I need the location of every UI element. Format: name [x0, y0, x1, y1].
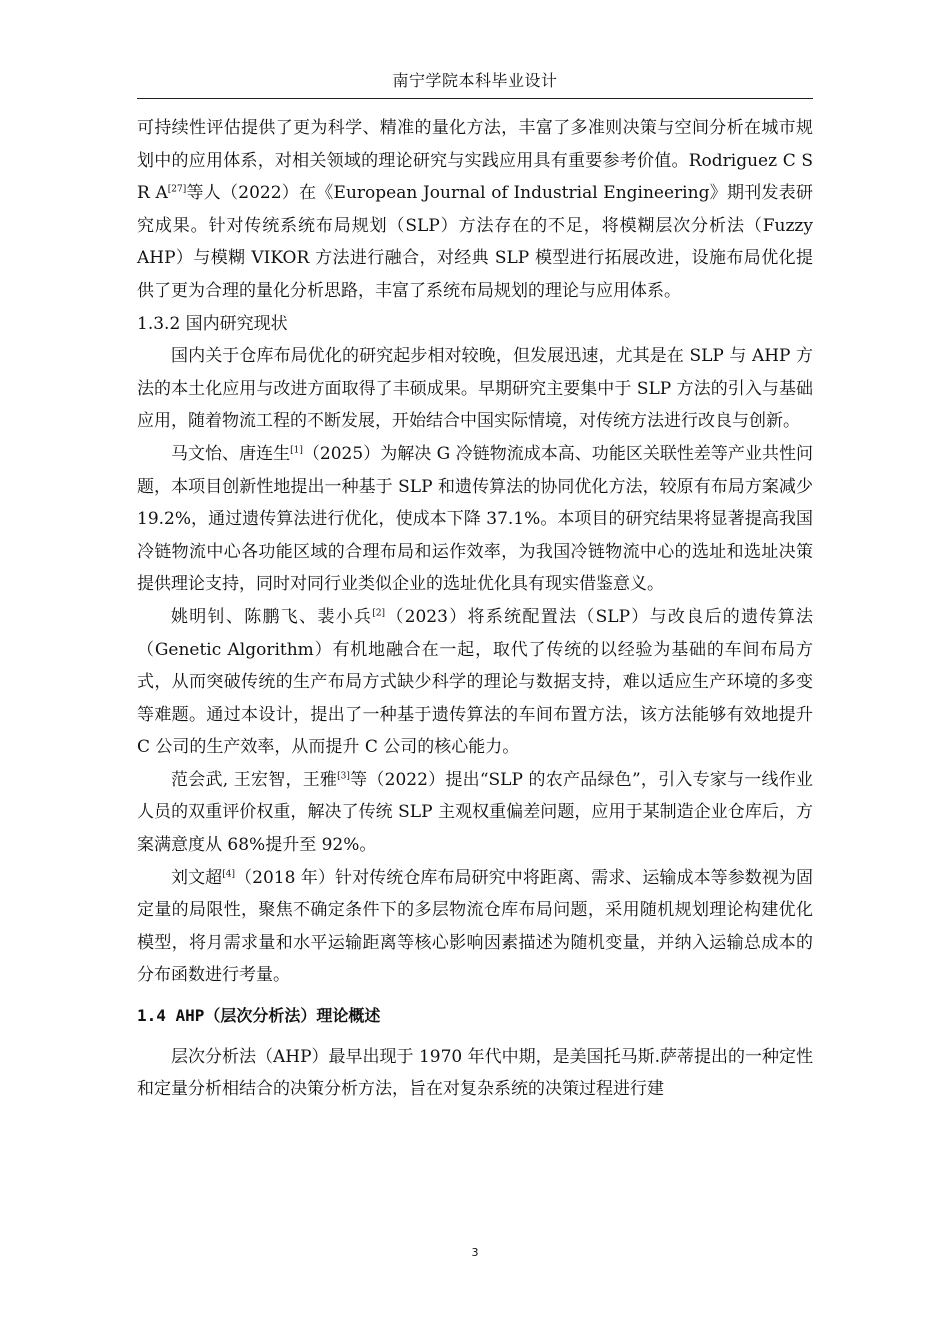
- author-names: 姚明钊、陈鹏飞、裴小兵: [171, 606, 373, 627]
- paragraph: 层次分析法（AHP）最早出现于 1970 年代中期，是美国托马斯.萨蒂提出的一种定性和定量分析相结合的决策分析方法，旨在对复杂系统的决策过程进行建: [137, 1046, 814, 1100]
- paragraph-text: （2025）为解决 G 冷链物流成本高、功能区关联性差等产业共性问题，本项目创新性地提出一种基于 SLP 和遗传算法的协同优化方法，较原有布局方案减少 19.2%，通过遗传算法进行优化，使成本下降 37.1%。本项目的研究结果将显著提高我国冷链物流中心各功能区域的合理布局和运作效率，为我国冷链物流中心的选址和选址决策提供理论支持，同时对同行业类似企业的选址优化具有现实借鉴意义。: [137, 443, 814, 595]
- page-number: 3: [471, 1246, 479, 1259]
- document-page: [137, 70, 813, 1106]
- paragraph-text: 可持续性评估提供了更为科学、精准的量化方法，丰富了多准则决策与空间分析在城市规划中的应用体系，对相关领域的理论研究与实践应用具有重要参考价值。Rodriguez C S R A: [137, 118, 813, 204]
- citation-ref: [3]: [337, 771, 350, 782]
- paragraph: [137, 764, 813, 862]
- paragraph-continuation: [137, 112, 813, 308]
- paragraph-text: （2023）将系统配置法（SLP）与改良后的遗传算法（Genetic Algorithm）有机地融合在一起，取代了传统的以经验为基础的车间布局方式，从而突破传统的生产布局方式缺少科学的理论与数据支持，难以适应生产环境的多变等难题。通过本设计，提出了一种基于遗传算法的车间布置方法，该方法能够有效地提升 C 公司的生产效率，从而提升 C 公司的核心能力。: [137, 606, 814, 758]
- author-names: 刘文超: [171, 867, 223, 888]
- paragraph: [137, 601, 813, 764]
- paragraph-text: 等人（2022）在《European Journal of Industrial Engineering》期刊发表研究成果。针对传统系统布局规划（SLP）方法存在的不足，将模糊层次分析法（Fuzzy AHP）与模糊 VIKOR 方法进行融合，对经典 SLP 模型进行拓展改进，设施布局优化提供了更为合理的量化分析思路，丰富了系统布局规划的理论与应用体系。: [137, 183, 813, 301]
- citation-ref: [27]: [167, 184, 187, 195]
- paragraph: [137, 862, 813, 992]
- citation-ref: [2]: [372, 608, 386, 619]
- paragraph: 国内关于仓库布局优化的研究起步相对较晚，但发展迅速，尤其是在 SLP 与 AHP 方法的本土化应用与改进方面取得了丰硕成果。早期研究主要集中于 SLP 方法的引入与基础应用，随着物流工程的不断发展，开始结合中国实际情境，对传统方法进行改良与创新。: [137, 346, 813, 432]
- author-names: 范会武, 王宏智，王雅: [171, 769, 338, 790]
- citation-ref: [4]: [222, 869, 235, 879]
- subsection-heading: 1.3.2 国内研究现状: [137, 313, 288, 334]
- body-text: [137, 112, 813, 1106]
- author-names: 马文怡、唐连生: [171, 443, 291, 464]
- paragraph-text: 等（2022）提出“SLP 的农产品绿色”，引入专家与一线作业人员的双重评价权重，解决了传统 SLP 主观权重偏差问题，应用于某制造企业仓库后，方案满意度从 68%提升至 92%。: [137, 769, 813, 856]
- section-heading: 1.4 AHP（层次分析法）理论概述: [137, 1006, 381, 1026]
- citation-ref: [1]: [290, 445, 303, 456]
- paragraph-text: （2018 年）针对传统仓库布局研究中将距离、需求、运输成本等参数视为固定量的局限性，聚焦不确定条件下的多层物流仓库布局问题，采用随机规划理论构建优化模型，将月需求量和水平运输距离等核心影响因素描述为随机变量，并纳入运输总成本的分布函数进行考量。: [137, 867, 814, 986]
- paragraph: [137, 438, 813, 601]
- running-header: 南宁学院本科毕业设计: [137, 70, 813, 99]
